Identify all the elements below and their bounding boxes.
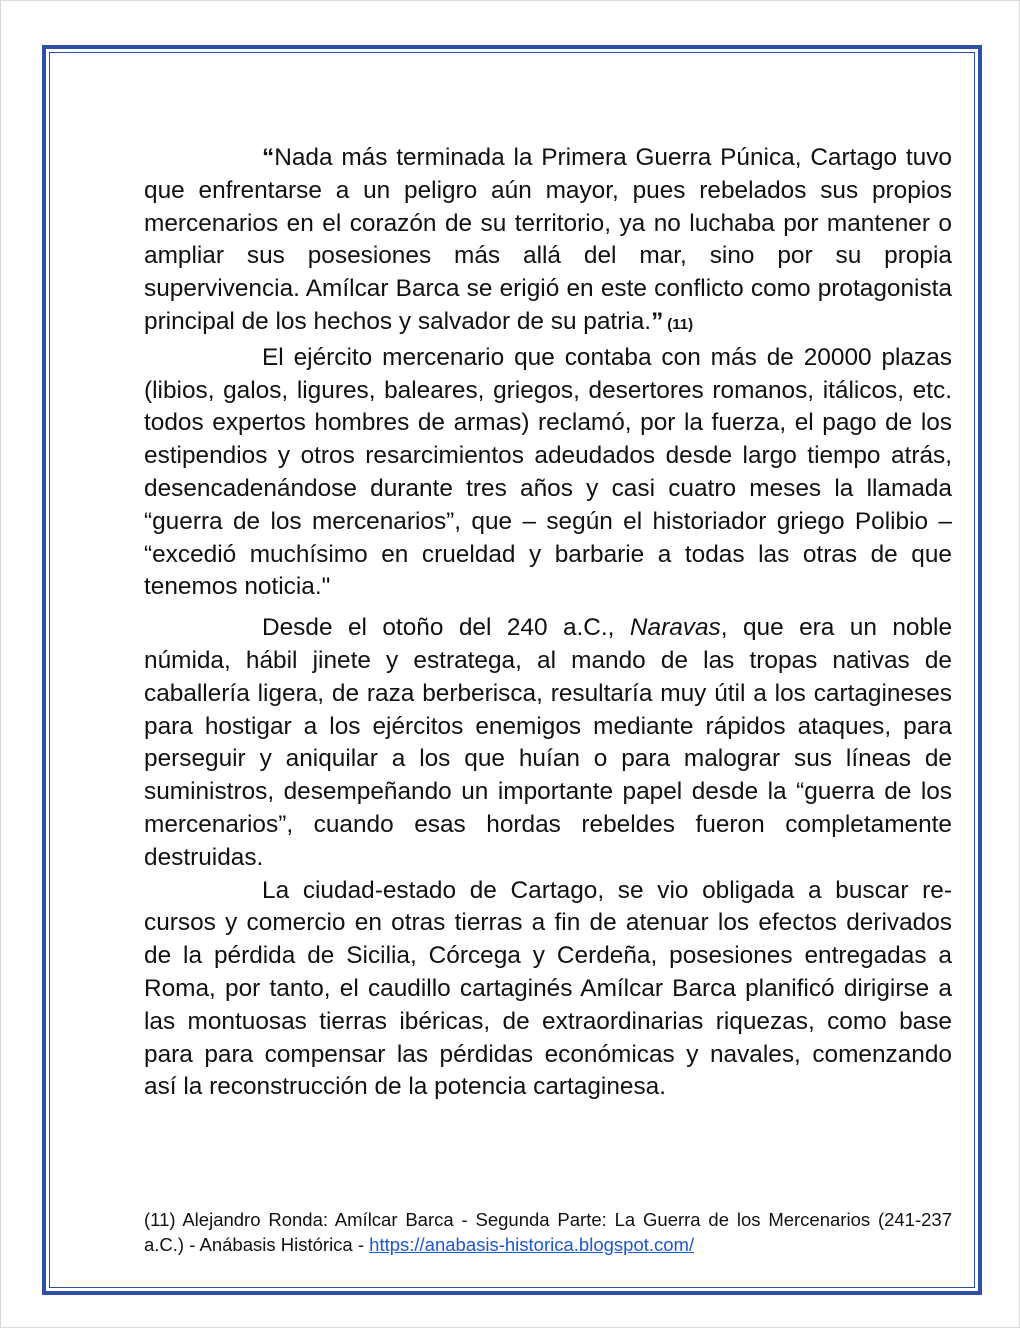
footnote-text: (11) Alejandro Ronda: Amílcar Barca - Segunda Parte: La Guerra de los Mercenarios (241-237 a.C.) - Anábasis Histórica - <box>144 1209 952 1255</box>
paragraph-mercenary-army: El ejército mercenario que contaba con más de 20000 plazas (libios, galos, ligures, baleares, griegos, desertores romanos, itálicos, etc. todos expertos hombres de armas) reclamó, por la fuerza, el pago de los estipendios y otros resarcimientos adeudados desde largo tiempo atrás, desencadenándose durante tres años y casi cuatro meses la llamada “guerra de los mercenarios”, que – según el historiador griego Polibio – “excedió muchísimo en crueldad y barbarie a todas las otras de que tenemos noticia." <box>144 343 952 601</box>
quote-close-mark: ” <box>651 307 664 335</box>
quote-open-mark: “ <box>262 144 275 171</box>
quote-paragraph <box>144 142 952 342</box>
paragraph-naravas-name: Naravas <box>629 614 721 642</box>
paragraph-naravas-before: Desde el otoño del 240 a.C., <box>262 614 630 642</box>
paragraph-carthage-city-state: La ciudad-estado de Cartago, se vio obligada a buscar recursos y comercio en otras tierras a fin de atenuar los efectos derivados de la pérdida de Sicilia, Córcega y Cerdeña, posesiones entregadas a Roma, por tanto, el caudillo cartaginés Amílcar Barca planificó dirigirse a las montuosas tierras ibéricas, de extraordinarias riquezas, como base para para compensar las pérdidas económicas y navales, comenzando así la reconstrucción de la potencia cartaginesa. <box>144 876 952 1101</box>
document-body <box>144 142 952 1104</box>
paragraph-naravas <box>144 612 952 874</box>
footnote <box>144 1207 952 1257</box>
footnote-reference[interactable]: (11) <box>667 315 694 333</box>
paragraph-naravas-after: , que era un noble númida, hábil jinete y estratega, al mando de las tropas nativas de caballería ligera, de raza berberisca, resultaría muy útil a los cartagineses para hostigar a los ejércitos enemigos mediante rápidos ataques, para perseguir y aniquilar a los que huían o para malograr sus líneas de suministros, desempeñando un importante papel desde la “guerra de los mercenarios”, cuando esas hordas rebeldes fueron completamente destruidas. <box>144 614 953 871</box>
quote-text: Nada más terminada la Primera Guerra Púnica, Cartago tuvo que enfrentarse a un peligro aún mayor, pues rebelados sus propios mercenarios en el corazón de su territorio, ya no luchaba por mantener o ampliar sus posesiones más allá del mar, sino por su propia supervivencia. Amílcar Barca se erigió en este conflicto como protagonista principal de los hechos y salvador de su patria. <box>144 144 952 335</box>
footnote-link[interactable]: https://anabasis-historica.blogspot.com/ <box>369 1234 695 1255</box>
